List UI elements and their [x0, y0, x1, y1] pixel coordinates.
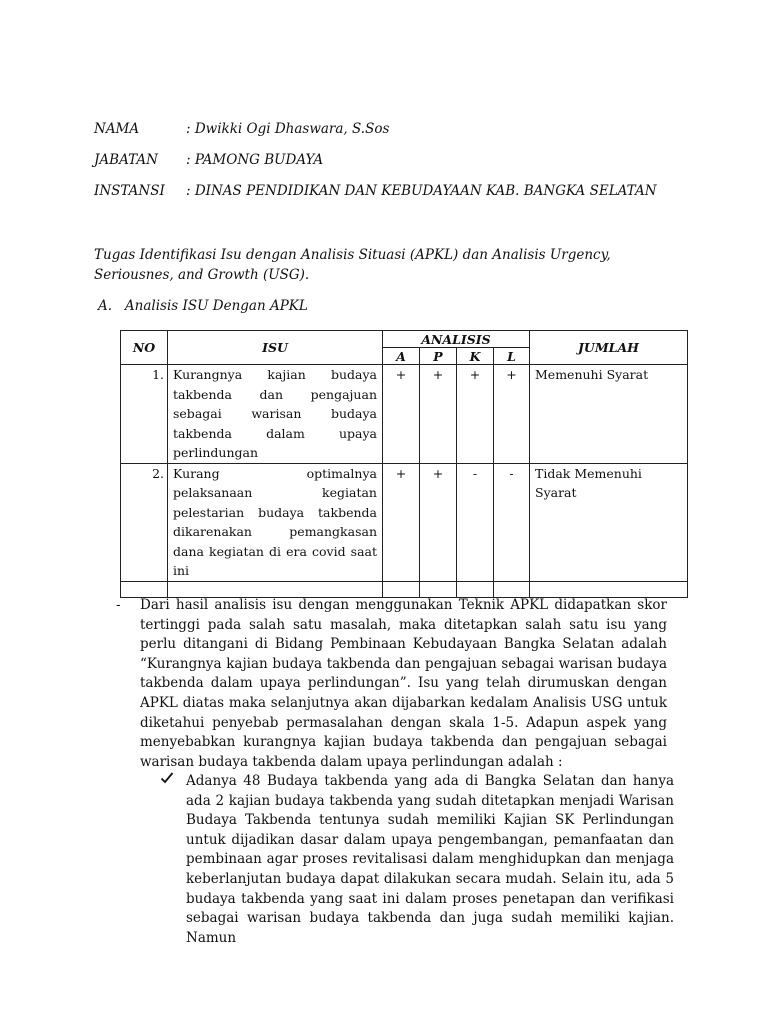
- row-jumlah: Memenuhi Syarat: [530, 365, 688, 464]
- header-no: NO: [121, 331, 168, 365]
- info-value-instansi: : DINAS PENDIDIKAN DAN KEBUDAYAAN KAB. BANGKA SELATAN: [186, 183, 657, 199]
- header-k: K: [457, 348, 494, 365]
- empty-cell: [383, 581, 420, 597]
- table-row: [121, 463, 688, 581]
- row-mark-l: -: [494, 463, 530, 581]
- analysis-paragraph: Dari hasil analisis isu dengan menggunakan Teknik APKL didapatkan skor tertinggi pada salah satu masalah, maka ditetapkan salah satu isu yang perlu ditangani di Bidang Pembinaan Kebudayaan Bangka Selatan adalah “Kurangnya kajian budaya takbenda dan pengajuan sebagai warisan budaya takbenda dalam upaya perlindungan”. Isu yang telah dirumuskan dengan APKL diatas maka selanjutnya akan dijabarkan kedalam Analisis USG untuk diketahui penyebab permasalahan dengan skala 1-5. Adapun aspek yang menyebabkan kurangnya kajian budaya takbenda dan pengajuan sebagai warisan budaya takbenda dalam upaya perlindungan adalah :: [140, 597, 667, 770]
- task-title: Tugas Identifikasi Isu dengan Analisis Situasi (APKL) dan Analisis Urgency, Seriousnes, and Growth (USG).: [94, 247, 611, 283]
- row-isu: Kurang optimalnya pelaksanaan kegiatan pelestarian budaya takbenda dikarenakan pemangkasan dana kegiatan di era covid saat ini: [168, 463, 383, 581]
- check-icon: [160, 771, 174, 792]
- section-label: A.: [98, 298, 113, 314]
- header-p: P: [420, 348, 457, 365]
- bullet-text: Adanya 48 Budaya takbenda yang ada di Bangka Selatan dan hanya ada 2 kajian budaya takbenda yang sudah ditetapkan menjadi Warisan Budaya Takbenda tentunya sudah memiliki Kajian SK Perlindungan untuk dijadikan dasar dalam upaya pengembangan, pemanfaatan dan pembinaan agar proses revitalisasi dalam menghidupkan dan menjaga keberlanjutan budaya dapat dilakukan secara mudah. Selain itu, ada 5 budaya takbenda yang saat ini dalam proses penetapan dan verifikasi sebagai warisan budaya takbenda dan juga sudah memiliki kajian. Namun: [186, 773, 674, 946]
- table-row-empty: [121, 581, 688, 597]
- header-l: L: [494, 348, 530, 365]
- row-mark-k: +: [457, 365, 494, 464]
- row-no: 2.: [121, 463, 168, 581]
- row-mark-p: +: [420, 463, 457, 581]
- table-row: [121, 365, 688, 464]
- row-mark-k: -: [457, 463, 494, 581]
- empty-cell: [530, 581, 688, 597]
- info-label-instansi: INSTANSI: [94, 183, 165, 199]
- row-mark-a: +: [383, 463, 420, 581]
- info-label-jabatan: JABATAN: [94, 152, 158, 168]
- header-jumlah: JUMLAH: [530, 331, 688, 365]
- info-value-nama: : Dwikki Ogi Dhaswara, S.Sos: [186, 121, 390, 137]
- empty-cell: [121, 581, 168, 597]
- paragraph-dash: -: [116, 597, 121, 613]
- row-jumlah: Tidak Memenuhi Syarat: [530, 463, 688, 581]
- row-mark-l: +: [494, 365, 530, 464]
- section-title: Analisis ISU Dengan APKL: [124, 298, 308, 314]
- header-analisis: ANALISIS: [383, 331, 530, 348]
- row-no: 1.: [121, 365, 168, 464]
- row-mark-a: +: [383, 365, 420, 464]
- section-heading: [98, 298, 308, 314]
- table-header-row: [121, 331, 688, 348]
- header-isu: ISU: [168, 331, 383, 365]
- empty-cell: [494, 581, 530, 597]
- check-icon-svg: [160, 771, 174, 785]
- info-value-jabatan: : PAMONG BUDAYA: [186, 152, 324, 168]
- header-a: A: [383, 348, 420, 365]
- empty-cell: [457, 581, 494, 597]
- row-mark-p: +: [420, 365, 457, 464]
- row-isu: Kurangnya kajian budaya takbenda dan pengajuan sebagai warisan budaya takbenda dalam upaya perlindungan: [168, 365, 383, 464]
- empty-cell: [168, 581, 383, 597]
- empty-cell: [420, 581, 457, 597]
- info-label-nama: NAMA: [94, 121, 140, 137]
- apkl-table: [120, 330, 688, 598]
